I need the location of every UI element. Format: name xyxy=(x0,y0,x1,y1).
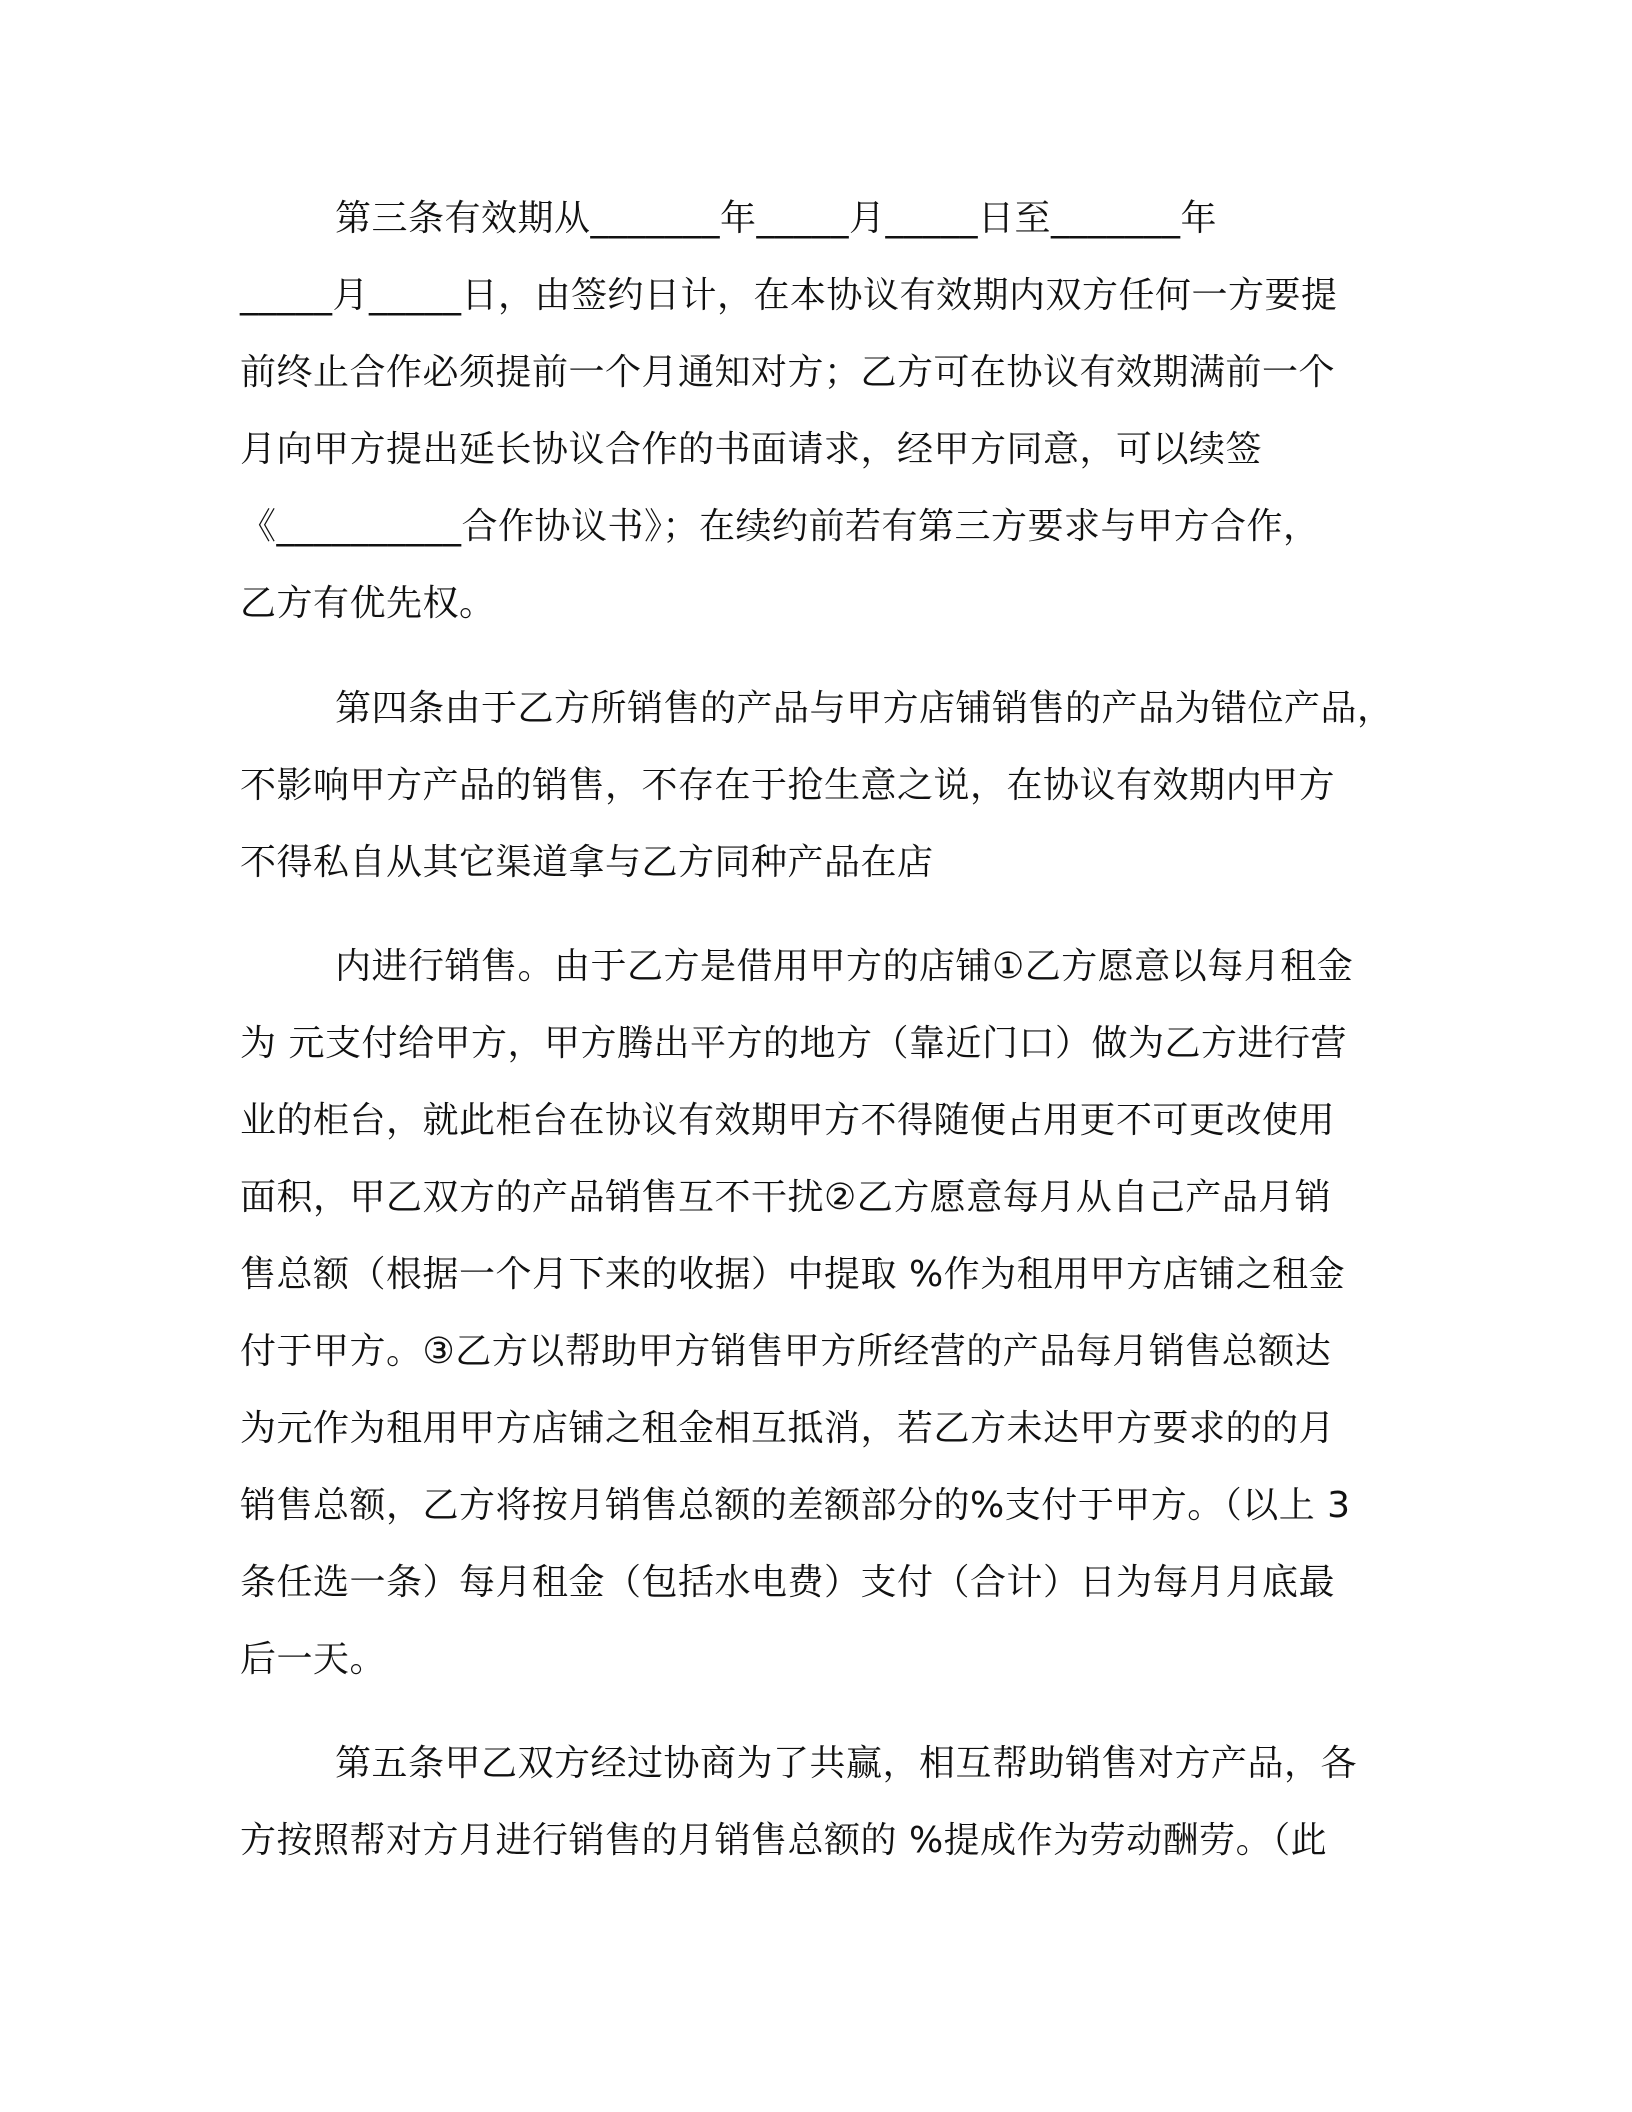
article-5-paragraph xyxy=(240,1725,1390,1879)
text-line: 《__________合作协议书》；在续约前若有第三方要求与甲方合作， xyxy=(240,506,1320,547)
text-line: 为元作为租用甲方店铺之租金相互抵消，若乙方未达甲方要求的的月 xyxy=(240,1408,1336,1449)
article-3-paragraph xyxy=(240,180,1390,642)
text-line: 月向甲方提出延长协议合作的书面请求，经甲方同意，可以续签 xyxy=(240,429,1263,470)
text-line: 不得私自从其它渠道拿与乙方同种产品在店 xyxy=(240,842,934,883)
text-line: 第五条甲乙双方经过协商为了共赢，相互帮助销售对方产品，各 xyxy=(335,1743,1358,1784)
text-line: 售总额（根据一个月下来的收据）中提取 %作为租用甲方店铺之租金 xyxy=(240,1254,1346,1295)
text-line: _____月_____日，由签约日计，在本协议有效期内双方任何一方要提 xyxy=(240,275,1338,316)
text-line: 第三条有效期从_______年_____月_____日至_______年 xyxy=(335,198,1218,239)
text-line: 内进行销售。由于乙方是借用甲方的店铺①乙方愿意以每月租金 xyxy=(335,946,1354,987)
text-line: 付于甲方。③乙方以帮助甲方销售甲方所经营的产品每月销售总额达 xyxy=(240,1331,1332,1372)
text-line: 销售总额，乙方将按月销售总额的差额部分的%支付于甲方。（以上 3 xyxy=(240,1485,1351,1526)
article-4-continuation-paragraph xyxy=(240,928,1390,1698)
text-line: 乙方有优先权。 xyxy=(240,583,496,624)
text-line: 业的柜台，就此柜台在协议有效期甲方不得随便占用更不可更改使用 xyxy=(240,1100,1336,1141)
text-line: 后一天。 xyxy=(240,1639,387,1680)
text-line: 方按照帮对方月进行销售的月销售总额的 %提成作为劳动酬劳。（此 xyxy=(240,1820,1328,1861)
text-line: 不影响甲方产品的销售，不存在于抢生意之说，在协议有效期内甲方 xyxy=(240,765,1336,806)
text-line: 面积，甲乙双方的产品销售互不干扰②乙方愿意每月从自己产品月销 xyxy=(240,1177,1332,1218)
text-line: 为 元支付给甲方，甲方腾出平方的地方（靠近门口）做为乙方进行营 xyxy=(240,1023,1347,1064)
text-line: 条任选一条）每月租金（包括水电费）支付（合计）日为每月月底最 xyxy=(240,1562,1336,1603)
text-line: 前终止合作必须提前一个月通知对方；乙方可在协议有效期满前一个 xyxy=(240,352,1336,393)
article-4-paragraph xyxy=(240,670,1394,901)
text-line: 第四条由于乙方所销售的产品与甲方店铺销售的产品为错位产品， xyxy=(335,688,1394,729)
